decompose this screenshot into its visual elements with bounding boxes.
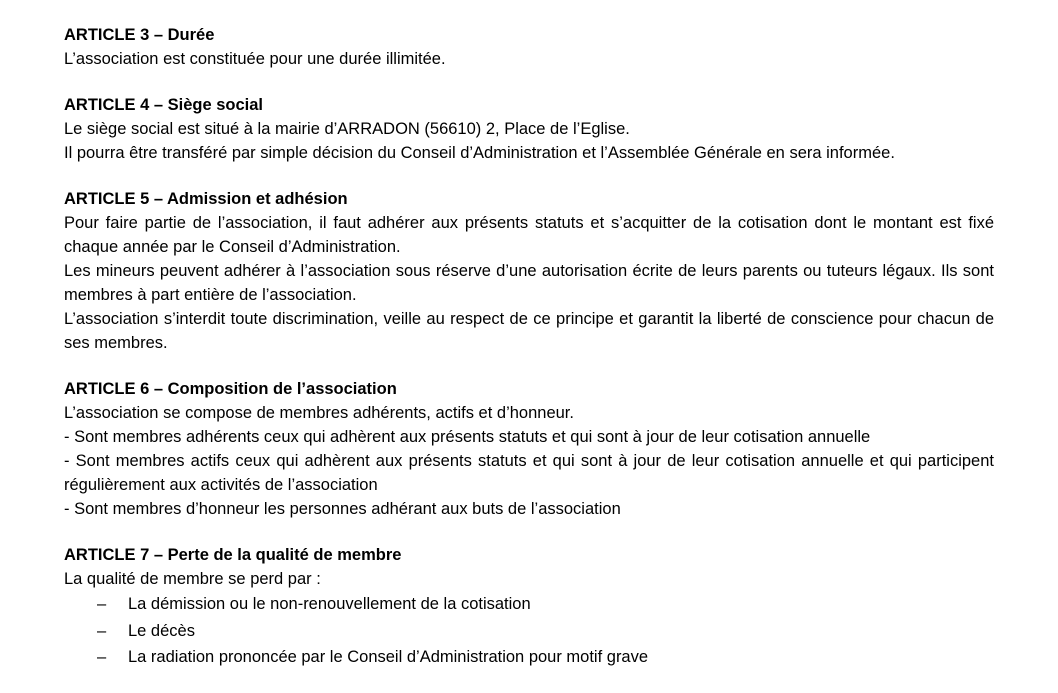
article-text: Il pourra être transféré par simple décision du Conseil d’Administration et l’Assemblée Générale en sera informée. [64,144,895,162]
article-paragraph: - Sont membres d’honneur les personnes adhérant aux buts de l’association [64,500,621,518]
list-item-text: La radiation prononcée par le Conseil d’Administration pour motif grave [128,648,649,666]
article-paragraph: L’association se compose de membres adhérents, actifs et d’honneur. [64,404,574,422]
list-item-text: La démission ou le non-renouvellement de la cotisation [128,595,531,613]
article-text: La qualité de membre se perd par : [64,570,321,588]
document-page [64,23,994,693]
article-heading: ARTICLE 4 – Siège social [64,96,263,114]
article-heading: ARTICLE 6 – Composition de l’association [64,380,397,398]
article-text: Le siège social est situé à la mairie d’ARRADON (56610) 2, Place de l’Eglise. [64,120,630,138]
article-paragraph: - Sont membres actifs ceux qui adhèrent aux présents statuts et qui sont à jour de leur cotisation annuelle et qui participent régulièrement aux activités de l’association [64,452,994,494]
article-paragraph: Les mineurs peuvent adhérer à l’association sous réserve d’une autorisation écrite de leurs parents ou tuteurs légaux. Ils sont membres à part entière de l’association. [64,262,994,304]
article-5 [64,187,994,355]
article-heading: ARTICLE 3 – Durée [64,26,215,44]
membership-loss-list [64,591,994,671]
article-6 [64,377,994,521]
article-heading: ARTICLE 7 – Perte de la qualité de membre [64,546,402,564]
list-item [64,618,994,645]
article-4 [64,93,994,165]
dash-bullet: – [97,595,107,613]
list-item [64,644,994,671]
dash-bullet: – [97,621,107,640]
list-item [64,591,994,618]
dash-bullet: – [97,648,107,666]
article-paragraph: Pour faire partie de l’association, il faut adhérer aux présents statuts et s’acquitter de la cotisation dont le montant est fixé chaque année par le Conseil d’Administration. [64,214,994,256]
article-heading: ARTICLE 5 – Admission et adhésion [64,190,348,208]
article-paragraph: L’association s’interdit toute discrimination, veille au respect de ce principe et garantit la liberté de conscience pour chacun de ses membres. [64,310,994,352]
article-7 [64,543,994,671]
article-text: L’association est constituée pour une durée illimitée. [64,50,446,68]
article-3 [64,23,994,71]
article-paragraph: - Sont membres adhérents ceux qui adhèrent aux présents statuts et qui sont à jour de leur cotisation annuelle [64,428,871,446]
list-item-text: Le décès [128,621,195,640]
